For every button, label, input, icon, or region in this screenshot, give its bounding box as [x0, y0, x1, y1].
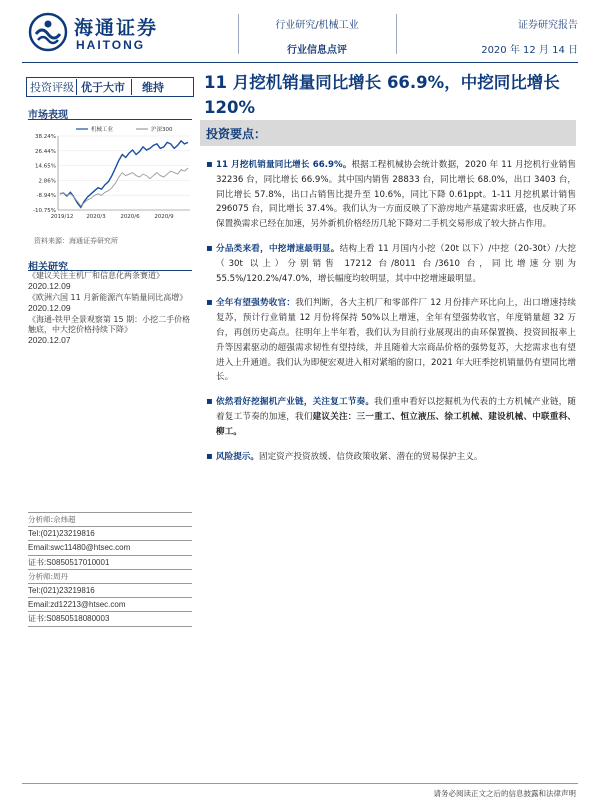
related-research-date: 2020.12.09: [28, 281, 71, 291]
rating-value: 优于大市: [76, 79, 132, 95]
analyst-email[interactable]: Email:zd12213@htsec.com: [28, 600, 126, 610]
y-tick-label: -10.75%: [33, 208, 56, 214]
header-right: [481, 16, 578, 56]
haitong-emblem-icon: [28, 12, 68, 52]
key-point-text: 我们重申看好以挖掘机为代表的土方机械产业链，随着复工节奏的加速，我们: [216, 397, 576, 422]
key-point-lead: 全年有望强势收官：: [216, 298, 296, 309]
report-category: 行业研究/机械工业: [275, 20, 359, 31]
related-research-item[interactable]: [28, 293, 196, 313]
key-points-list: [206, 158, 576, 474]
y-tick-label: -8.94%: [36, 193, 56, 200]
analyst-phone: Tel:(021)23219816: [28, 586, 95, 596]
analyst-contacts: [28, 512, 196, 627]
y-tick-label: 2.86%: [38, 178, 56, 185]
section-rule: [28, 119, 192, 120]
key-point-item: [206, 242, 576, 286]
series-line: [60, 168, 188, 206]
analyst-name: 分析师:周丹: [28, 571, 69, 581]
key-point-item: [206, 395, 576, 439]
footer-rule: [22, 783, 578, 784]
related-research-title-text: 《建议关注主机厂和信息化两条赛道》: [28, 271, 164, 280]
performance-line-chart: [28, 124, 194, 224]
rating-label: 投资评级: [30, 81, 74, 94]
key-point-item: [206, 296, 576, 385]
y-tick-label: 26.44%: [35, 148, 56, 155]
key-point-lead: 分品类来看，中挖增速最明显。: [216, 243, 340, 254]
analyst-phone: Tel:(021)23219816: [28, 529, 95, 539]
bullet-icon: ▪: [206, 297, 213, 309]
report-date: 2020 年 12 月 14 日: [481, 45, 578, 56]
bullet-icon: ▪: [206, 242, 213, 254]
y-tick-label: 14.65%: [35, 163, 56, 170]
key-points-header: [200, 120, 576, 146]
x-tick-label: 2020/9: [154, 214, 174, 220]
key-point-text: 固定资产投资放缓、信贷政策收紧、潜在的贸易保护主义。: [258, 451, 483, 462]
key-point-lead: 风险提示。: [216, 451, 259, 462]
logo-chinese-name: 海通证券: [74, 17, 159, 39]
y-tick-label: 38.24%: [35, 134, 56, 140]
header-center: [252, 16, 382, 56]
key-point-item: [206, 158, 576, 232]
analyst-name: 分析师:佘炜超: [28, 515, 76, 524]
key-point-text: 根据工程机械协会统计数据，2020 年 11 月挖机行业销售 32236 台，同比增长 66.9%。其中国内销售 28833 台，同比增长 68.0%，出口 3403 台，同比增长 57.8%，出口占销售比提升至 10.6%，同比下降 0.61ppt。1-11 月挖机累计销售 296075 台，同比增长 37.4%。我们认为一方面反映了下游房地产基建需求旺盛，也反映了环保置换需求已经在加速，另外新机价格经历几轮下降对二手机交易形成了较大挤占作用。: [216, 160, 576, 230]
related-research-date: 2020.12.07: [28, 335, 71, 345]
x-tick-label: 2020/3: [86, 214, 106, 220]
related-research-title-text: 《海通-铁甲全景观察第 15 期：小挖二手价格触底，中大挖价格持续下降》: [28, 315, 191, 334]
x-tick-label: 2019/12: [50, 214, 74, 220]
market-performance-chart: [28, 124, 194, 224]
bullet-icon: ▪: [206, 450, 213, 462]
related-research-list: [28, 271, 196, 347]
related-research-title: 相关研究: [28, 262, 68, 273]
related-research-date: 2020.12.09: [28, 303, 71, 313]
related-research-title-text: 《欧洲六国 11 月新能源汽车销量同比高增》: [28, 293, 188, 302]
haitong-logo: [24, 10, 194, 56]
header-divider: [238, 14, 239, 54]
analyst-certificate: 证书:S0850518080003: [28, 614, 110, 624]
key-point-lead: 依然看好挖掘机产业链，关注复工节奏。: [216, 397, 375, 408]
key-point-emphasis-text: 三一重工、恒立液压、徐工机械、建设机械、中联重科、柳工。: [216, 411, 576, 437]
chart-source: 资料来源：海通证券研究所: [34, 237, 118, 245]
logo-english-name: HAITONG: [76, 38, 146, 52]
key-point-item: [206, 450, 576, 465]
related-research-item[interactable]: [28, 315, 196, 345]
header-divider: [396, 14, 397, 54]
bullet-icon: ▪: [206, 396, 213, 408]
related-research-item[interactable]: [28, 271, 196, 291]
analyst-divider: [28, 626, 192, 627]
footer-disclaimer: 请务必阅读正文之后的信息披露和法律声明: [433, 789, 576, 798]
key-point-emphasis-label: 建议关注：: [312, 411, 357, 422]
report-type: 行业信息点评: [287, 45, 347, 56]
analyst-email[interactable]: Email:swc11480@htsec.com: [28, 543, 131, 553]
report-title: 11 月挖机销量同比增长 66.9%，中挖同比增长 120%: [204, 73, 560, 117]
analyst-certificate: 证书:S0850517010001: [28, 557, 110, 567]
key-point-lead: 11 月挖机销量同比增长 66.9%。: [216, 160, 352, 170]
legend-label: 沪深300: [151, 127, 173, 133]
bullet-icon: ▪: [206, 159, 213, 170]
key-points-label: 投资要点：: [206, 127, 267, 141]
report-series: 证券研究报告: [518, 20, 578, 31]
legend-label: 机械工业: [91, 127, 114, 133]
header-rule: [22, 62, 578, 63]
key-point-text: 结构上看 11 月国内小挖（20t 以下）/中挖（20-30t）/大挖（30t 以上）分别销售 17212 台/8011 台/3610 台，同比增速分别为 55.5%/120.2%/47.0%，增长幅度均较明显，其中中挖增速最明显。: [216, 243, 576, 284]
x-tick-label: 2020/6: [120, 214, 140, 220]
rating-status: 维持: [142, 81, 164, 94]
market-performance-title: 市场表现: [28, 110, 68, 121]
investment-rating: [26, 77, 194, 97]
key-point-text: 我们判断，各大主机厂和零部件厂 12 月份排产环比向上，出口增速持续复苏，预计行业销量 12 月份将保持 50%以上增速，全年有望强势收官，年度销量超 32 万台，再创历史高点。往明年上半年看，我们认为目前行业展现出的由环保置换、投资回报率上升等因素驱动的超强需求韧性有望持续，并且随着大宗商品价格的强势复苏，大挖需求也有望进入上升通道。我们认为即便宏观进入相对紧缩的窗口，2021 年大旺季挖机销量仍有望同比增长。: [216, 298, 576, 383]
